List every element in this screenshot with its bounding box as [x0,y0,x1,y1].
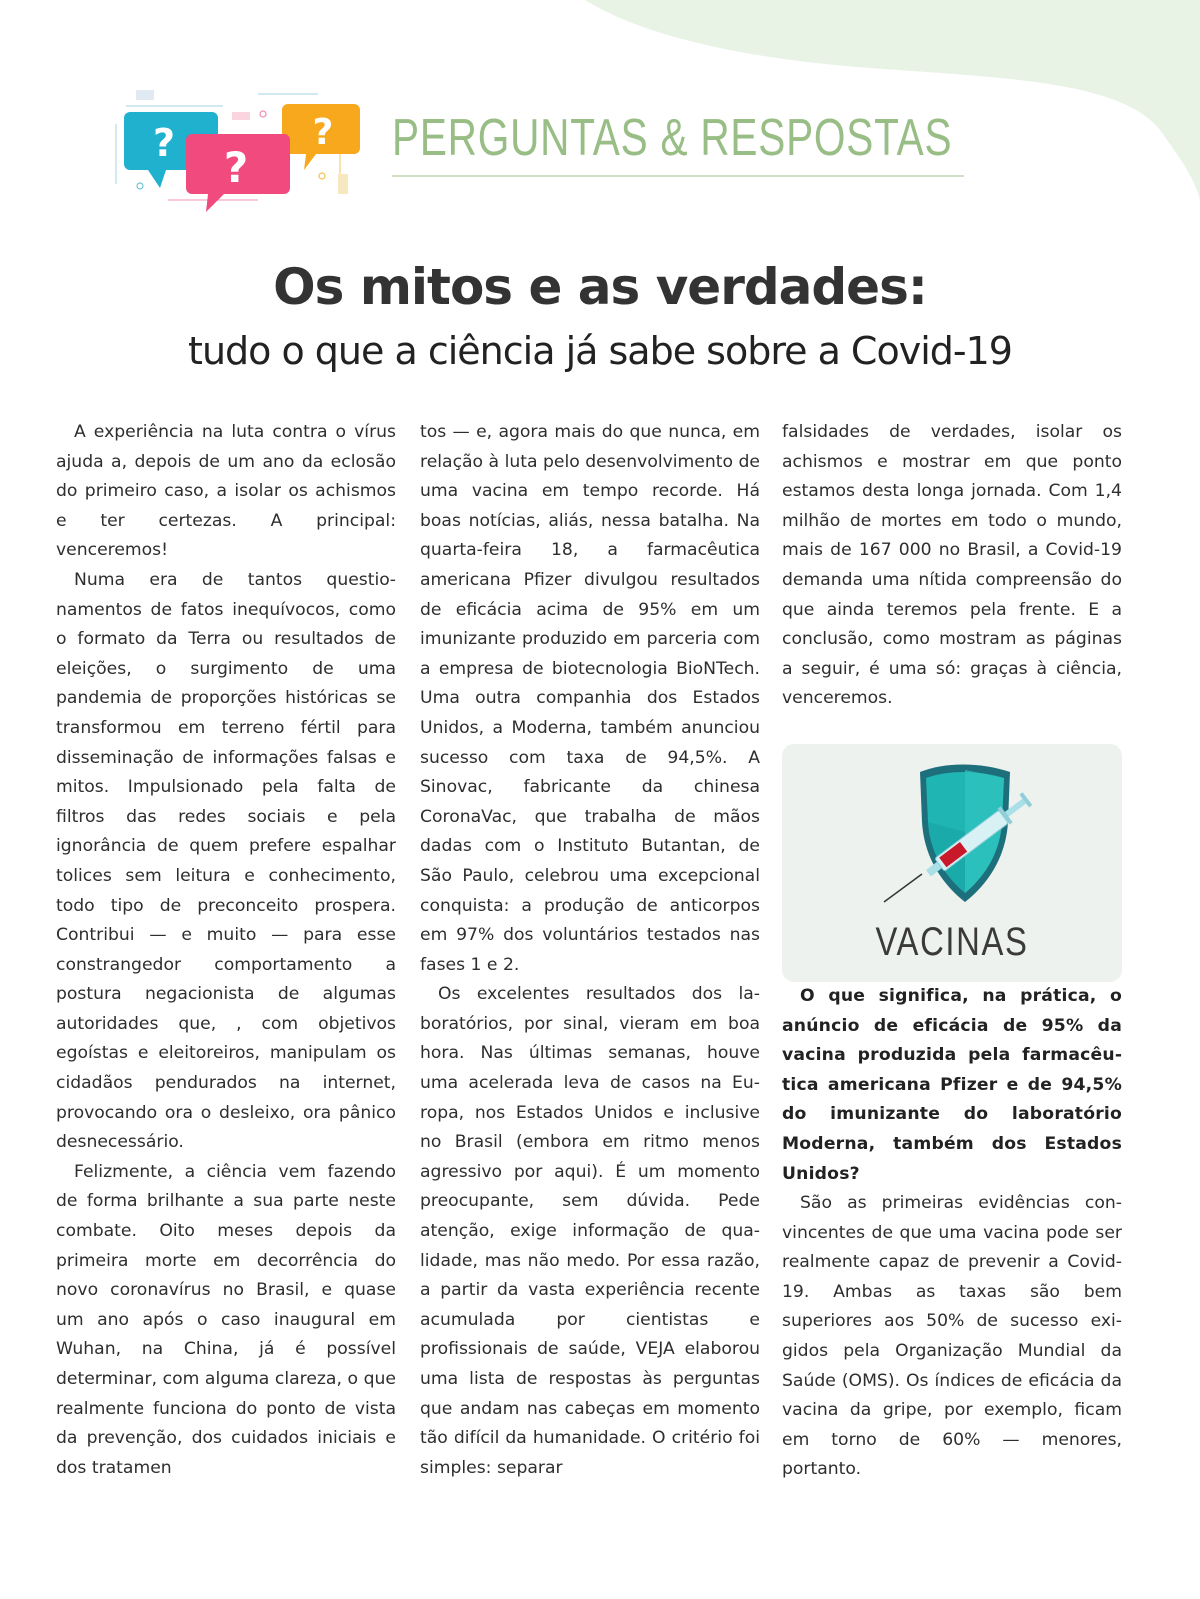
faq-answer: São as primeiras evidências convincentes de que uma vacina pode ser realmente capaz de prevenir a Covid-19. Ambas as taxas são bem superiores aos 50% de sucesso exigidos pela Organização Mundial da Saúde (OMS). Os índices de eficácia da vacina da gripe, por exemplo, ficam em torno de 60% — menores, portanto. [782,1193,1122,1480]
paragraph: Felizmente, a ciência vem fazendo de forma brilhante a sua parte neste combate. Oito meses depois da primeira morte em decorrência do novo coronavírus no Brasil, e quase um ano após o caso inaugural em Wuhan, na China, já é possível determinar, com alguma clareza, o que realmente funciona do ponto de vista da prevenção, dos cuidados iniciais e dos tratamen [56,1161,396,1478]
svg-text:?: ? [223,143,249,192]
paragraph: falsidades de verdades, isolar os achismos e mostrar em que ponto estamos desta longa jornada. Com 1,4 milhão de mortes em todo o mundo, mais de 167 000 no Brasil, a Covid-19 demanda uma nítida compreensão do que ainda teremos pela frente. E a conclusão, como mostram as páginas a seguir, é uma só: graças à ciência, venceremos. [782,422,1122,709]
article-column-3 [782,418,1122,1485]
section-title: PERGUNTAS & RESPOSTAS [392,109,953,167]
section-header [0,0,1200,230]
paragraph: Os excelentes resultados dos laboratórios, por sinal, vieram em boa hora. Nas últimas semanas, houve uma acelerada leva de casos na Europa, nos Estados Unidos e inclusive no Brasil (embora em ritmo menos agressivo por aqui). É um momento preocupante, sem dúvida. Pede atenção, exige informação de qualidade, mas não medo. Por essa razão, a partir da vasta experiência recente acumulada por cientistas e profissionais de saúde, VEJA elaborou uma lista de respostas às perguntas que andam nas cabeças em momento tão difícil da humanidade. O critério foi simples: separar [420,984,760,1478]
paragraph: tos — e, agora mais do que nunca, em relação à luta pelo desenvolvimento de uma vacina em tempo recorde. Há boas notícias, aliás, nessa batalha. Na quarta-feira 18, a farmacêutica americana Pfizer divulgou resultados de eficácia acima de 95% em um imunizante produzido em parceria com a empresa de biotecnologia BioNTech. Uma outra companhia dos Estados Unidos, a Moderna, também anunciou sucesso com taxa de 94,5%. A Sinovac, fabricante da chinesa CoronaVac, que trabalha de mãos dadas com o Instituto Butantan, de São Paulo, celebrou uma excepcional conquista: a produção de anticorpos em 97% dos voluntários testados nas fases 1 e 2. [420,422,760,975]
article-subheadline: tudo o que a ciência já sabe sobre a Covid-19 [188,329,1012,373]
vaccines-category-card [782,744,1122,982]
paragraph: Numa era de tantos questionamentos de fatos inequívocos, como o formato da Terra ou resultados de eleições, o surgimento de uma pandemia de proporções históricas se transformou em terreno fértil para disseminação de informações falsas e mitos. Impulsionado pela falta de filtros das redes sociais e pela ignorância de quem prefere espalhar tolices sem leitura e conhecimento, todo tipo de preconceito prospera. Contribui — e muito — para esse constrangedor comportamento a postura negacionista de algumas autoridades que, , com objetivos egoístas e eleitoreiros, manipulam os cidadãos pendurados na internet, provocando ora o desleixo, ora pânico desnecessário. [56,569,396,1153]
category-label: VACINAS [875,919,1029,964]
article-column-1 [56,418,396,1483]
shield-syringe-icon [860,762,1050,912]
article-column-2 [420,418,760,1483]
question-speech-bubbles-icon [108,84,364,214]
svg-text:?: ? [152,121,176,165]
faq-question: O que significa, na prática, o anúncio de eficácia de 95% da vacina produzida pela farmacêutica americana Pfizer e de 94,5% do imunizante do laboratório Moderna, também dos Estados Unidos? [782,985,1122,1184]
article-headline: Os mitos e as verdades: [273,258,927,316]
section-title-underline [392,175,964,177]
svg-text:?: ? [312,112,334,153]
paragraph: A experiência na luta contra o vírus ajuda a, depois de um ano da eclosão do primeiro caso, a isolar os achismos e ter certezas. A principal: venceremos! [56,422,396,561]
